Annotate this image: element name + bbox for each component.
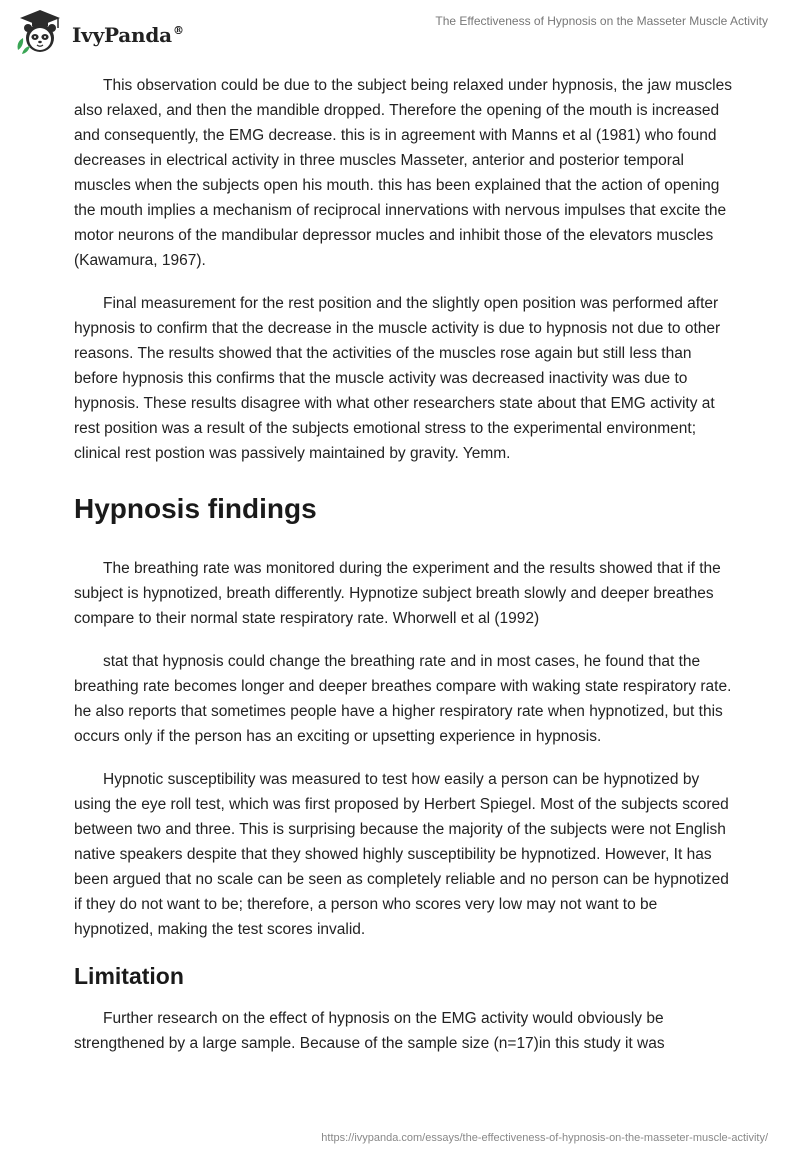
paragraph-findings-2: stat that hypnosis could change the breathing rate and in most cases, he found that the breathing rate becomes longer and deeper breathes compare with waking state respiratory rate. he also reports that sometimes people have a higher respiratory rate when hypnotized, but this occurs only if the person has an exciting or upsetting experience in hypnosis. <box>74 653 732 745</box>
heading-limitation: Limitation <box>74 963 184 989</box>
document-title: The Effectiveness of Hypnosis on the Masseter Muscle Activity <box>435 14 768 28</box>
footer-source-url[interactable]: https://ivypanda.com/essays/the-effectiveness-of-hypnosis-on-the-masseter-muscle-activity/ <box>321 1132 768 1144</box>
brand-logo[interactable] <box>14 8 184 56</box>
paragraph-intro-1: This observation could be due to the subject being relaxed under hypnosis, the jaw muscles also relaxed, and then the mandible dropped. Therefore the opening of the mouth is increased and consequently, the EMG decrease. this is in agreement with Manns et al (1981) who found decreases in electrical activity in three muscles Masseter, anterior and posterior temporal muscles when the subjects open his mouth. this has been explained that the action of opening the mouth implies a mechanism of reciprocal innervations with nervous impulses that excite the motor neurons of the mandibular depressor mucles and inhibit those of the elevators muscles (Kawamura, 1967). <box>74 77 732 269</box>
essay-content <box>74 73 734 1074</box>
paragraph-intro-2: Final measurement for the rest position and the slightly open position was performed after hypnosis to confirm that the decrease in the muscle activity is due to hypnosis not due to other reasons. The results showed that the activities of the muscles rose again but still less than before hypnosis this confirms that the muscle activity was decreased inactivity was due to hypnosis. These results disagree with what other researchers state about that EMG activity at rest position was a result of the subjects emotional stress to the experimental environment; clinical rest postion was passively maintained by gravity. Yemm. <box>74 295 721 462</box>
brand-registered-mark: ® <box>172 24 184 38</box>
paragraph-findings-3: Hypnotic susceptibility was measured to test how easily a person can be hypnotized by using the eye roll test, which was first proposed by Herbert Spiegel. Most of the subjects scored between two and three. This is surprising because the majority of the subjects were not English native speakers despite that they showed highly susceptibility be hypnotized. However, It has been argued that no scale can be seen as completely reliable and no person can be hypnotized if they do not want to be; therefore, a person who scores very low may not want to be hypnotized, making the test scores invalid. <box>74 771 729 938</box>
panda-logo-icon <box>14 8 66 56</box>
page-header <box>0 0 800 70</box>
paragraph-findings-1: The breathing rate was monitored during the experiment and the results showed that if the subject is hypnotized, breath differently. Hypnotize subject breath slowly and deeper breathes compare to their normal state respiratory rate. Whorwell et al (1992) <box>74 560 721 627</box>
paragraph-limitation-1: Further research on the effect of hypnosis on the EMG activity would obviously be strengthened by a large sample. Because of the sample size (n=17)in this study it was <box>74 1010 665 1052</box>
brand-name: IvyPanda® <box>72 23 184 47</box>
heading-hypnosis-findings: Hypnosis findings <box>74 493 317 524</box>
